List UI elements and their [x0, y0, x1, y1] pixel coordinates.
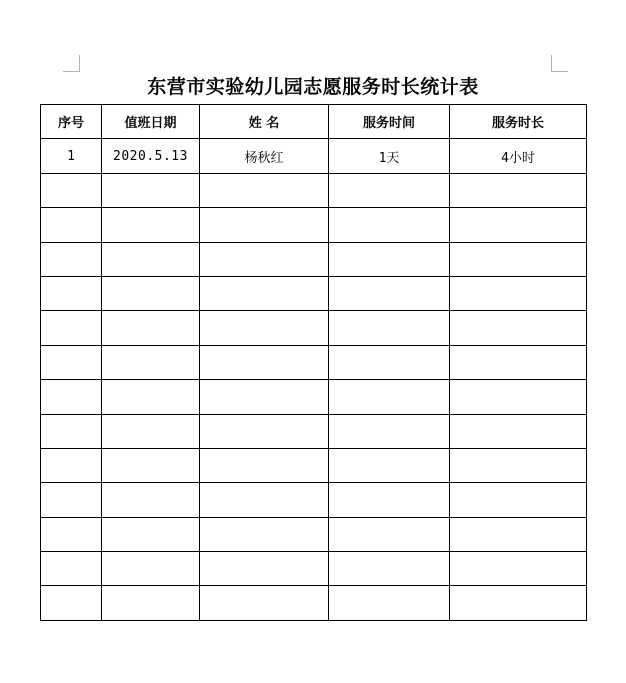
cell-serial-number[interactable]: [41, 586, 102, 620]
cell-service-duration[interactable]: [450, 483, 587, 517]
cell-service-duration[interactable]: [450, 517, 587, 551]
header-duty-date: 值班日期: [102, 105, 200, 139]
cell-name[interactable]: 杨秋红: [200, 139, 329, 173]
cell-duty-date[interactable]: [102, 448, 200, 482]
table-row: [41, 517, 587, 551]
cell-name[interactable]: [200, 311, 329, 345]
table-row: [41, 173, 587, 207]
cell-serial-number[interactable]: [41, 173, 102, 207]
cell-serial-number[interactable]: [41, 208, 102, 242]
table-row: [41, 380, 587, 414]
cell-serial-number[interactable]: 1: [41, 139, 102, 173]
cell-service-duration[interactable]: [450, 345, 587, 379]
cell-serial-number[interactable]: [41, 242, 102, 276]
cell-service-time[interactable]: [329, 173, 450, 207]
cell-service-time[interactable]: [329, 208, 450, 242]
cell-serial-number[interactable]: [41, 345, 102, 379]
cell-duty-date[interactable]: [102, 173, 200, 207]
cell-service-time[interactable]: [329, 311, 450, 345]
cell-name[interactable]: [200, 552, 329, 586]
table-row: [41, 552, 587, 586]
table-row: [41, 448, 587, 482]
cell-name[interactable]: [200, 517, 329, 551]
cell-duty-date[interactable]: [102, 380, 200, 414]
cell-service-time[interactable]: [329, 586, 450, 620]
cell-name[interactable]: [200, 276, 329, 310]
table-row: [41, 311, 587, 345]
cell-service-time[interactable]: [329, 552, 450, 586]
cell-service-duration[interactable]: [450, 173, 587, 207]
table-header-row: [41, 105, 587, 139]
cell-duty-date[interactable]: [102, 311, 200, 345]
cell-name[interactable]: [200, 414, 329, 448]
cell-duty-date[interactable]: [102, 276, 200, 310]
cell-duty-date[interactable]: [102, 242, 200, 276]
table-row: [41, 208, 587, 242]
cell-service-duration[interactable]: [450, 586, 587, 620]
cell-name[interactable]: [200, 483, 329, 517]
cell-service-duration[interactable]: [450, 242, 587, 276]
cell-serial-number[interactable]: [41, 414, 102, 448]
table-body: [41, 139, 587, 620]
table-row: [41, 414, 587, 448]
cell-duty-date[interactable]: [102, 552, 200, 586]
cell-name[interactable]: [200, 345, 329, 379]
cell-service-time[interactable]: [329, 276, 450, 310]
cell-name[interactable]: [200, 208, 329, 242]
cell-service-time[interactable]: [329, 483, 450, 517]
table-row: [41, 586, 587, 620]
cell-name[interactable]: [200, 448, 329, 482]
cell-name[interactable]: [200, 242, 329, 276]
cell-duty-date[interactable]: [102, 208, 200, 242]
cell-duty-date[interactable]: [102, 345, 200, 379]
cell-serial-number[interactable]: [41, 448, 102, 482]
cell-service-duration[interactable]: 4小时: [450, 139, 587, 173]
cell-service-time[interactable]: [329, 517, 450, 551]
header-service-duration: 服务时长: [450, 105, 587, 139]
cell-name[interactable]: [200, 586, 329, 620]
cell-duty-date[interactable]: [102, 414, 200, 448]
cell-service-duration[interactable]: [450, 208, 587, 242]
table-row: [41, 483, 587, 517]
cell-service-time[interactable]: [329, 242, 450, 276]
cell-service-duration[interactable]: [450, 552, 587, 586]
table-row: [41, 276, 587, 310]
cell-duty-date[interactable]: [102, 483, 200, 517]
cell-serial-number[interactable]: [41, 380, 102, 414]
header-serial-number: 序号: [41, 105, 102, 139]
cell-service-duration[interactable]: [450, 311, 587, 345]
cell-service-time[interactable]: 1天: [329, 139, 450, 173]
cell-duty-date[interactable]: 2020.5.13: [102, 139, 200, 173]
cell-service-time[interactable]: [329, 448, 450, 482]
cell-service-duration[interactable]: [450, 448, 587, 482]
table-row: [41, 139, 587, 173]
cell-duty-date[interactable]: [102, 586, 200, 620]
table-row: [41, 345, 587, 379]
cell-serial-number[interactable]: [41, 311, 102, 345]
page-title: 东营市实验幼儿园志愿服务时长统计表: [147, 76, 479, 98]
cell-service-duration[interactable]: [450, 380, 587, 414]
header-service-time: 服务时间: [329, 105, 450, 139]
cell-duty-date[interactable]: [102, 517, 200, 551]
volunteer-hours-table: [40, 104, 587, 621]
cell-name[interactable]: [200, 173, 329, 207]
cell-service-time[interactable]: [329, 414, 450, 448]
cell-serial-number[interactable]: [41, 517, 102, 551]
cell-service-duration[interactable]: [450, 276, 587, 310]
page-corner-mark-top-right: [551, 55, 568, 72]
cell-serial-number[interactable]: [41, 276, 102, 310]
page-corner-mark-top-left: [63, 55, 80, 72]
cell-service-time[interactable]: [329, 345, 450, 379]
cell-name[interactable]: [200, 380, 329, 414]
table-row: [41, 242, 587, 276]
cell-serial-number[interactable]: [41, 483, 102, 517]
header-name: 姓 名: [200, 105, 329, 139]
cell-service-duration[interactable]: [450, 414, 587, 448]
cell-serial-number[interactable]: [41, 552, 102, 586]
cell-service-time[interactable]: [329, 380, 450, 414]
